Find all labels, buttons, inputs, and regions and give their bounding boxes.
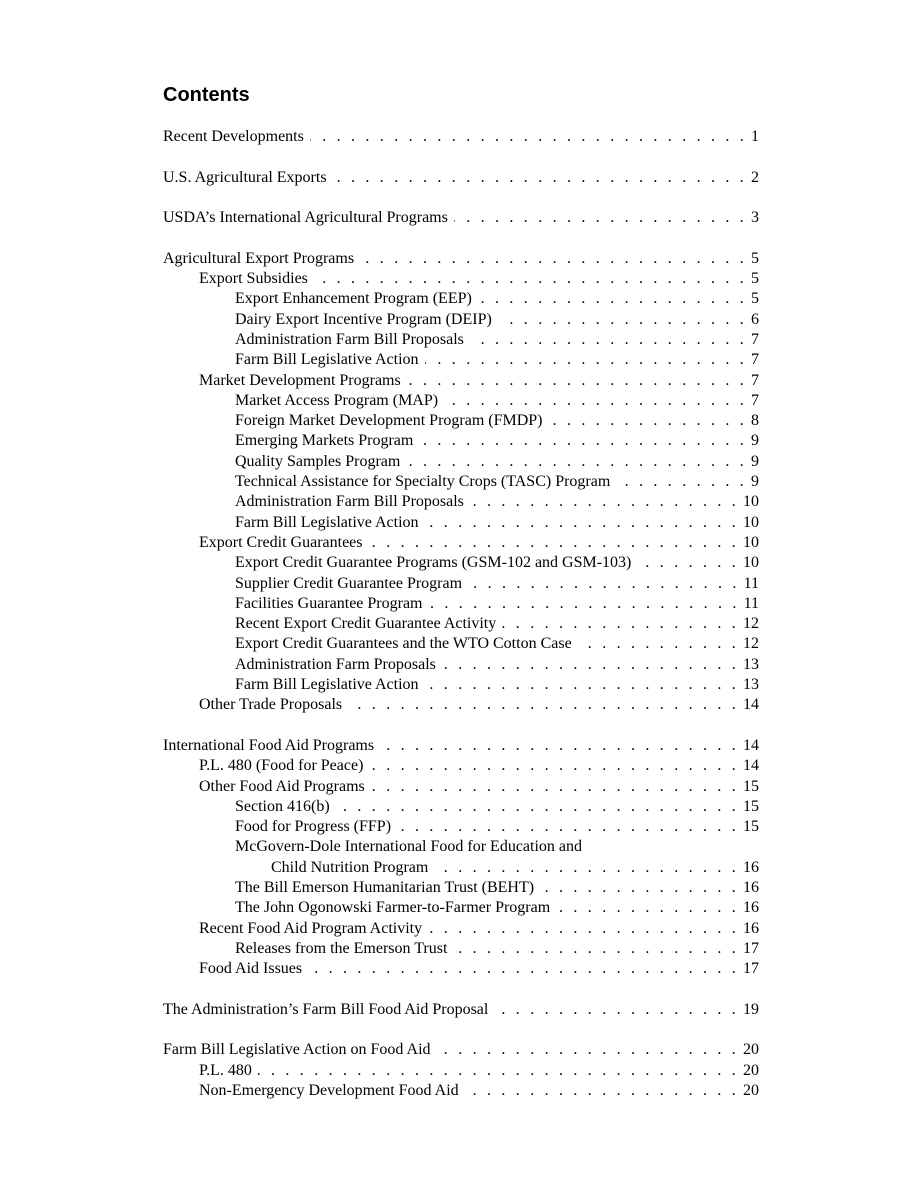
toc-entry[interactable] [163, 736, 759, 756]
toc-entry-title: Farm Bill Legislative Action [235, 351, 419, 369]
toc-entry-page-number: 13 [743, 676, 759, 694]
toc-entry-title: Administration Farm Bill Proposals [235, 493, 464, 511]
toc-leader-dots [371, 777, 739, 797]
toc-entry[interactable] [163, 553, 759, 573]
toc-leader-dots [454, 208, 747, 228]
toc-entry-title: Administration Farm Proposals [235, 655, 436, 673]
toc-leader-dots [556, 898, 739, 918]
toc-leader-dots [308, 959, 739, 979]
toc-entry[interactable] [163, 472, 759, 492]
toc-entry-title: Food for Progress (FFP) [235, 818, 392, 836]
toc-entry-title: Export Enhancement Program (EEP) [235, 290, 472, 308]
toc-entry-title: Non-Emergency Development Food Aid [199, 1081, 459, 1099]
toc-entry-title: Recent Export Credit Guarantee Activity [235, 615, 497, 633]
toc-entry-title: Farm Bill Legislative Action [235, 676, 419, 694]
toc-spacer [163, 1020, 759, 1040]
toc-entry-page-number: 9 [751, 452, 759, 470]
toc-entry-page-number: 20 [743, 1041, 759, 1059]
toc-entry-page-number: 16 [743, 878, 759, 896]
toc-leader-dots [637, 553, 739, 573]
toc-entry-page-number: 19 [743, 1000, 759, 1018]
toc-entry-page-number: 2 [751, 168, 759, 186]
toc-entry-page-number: 5 [751, 249, 759, 267]
toc-entry-title: U.S. Agricultural Exports [163, 168, 327, 186]
toc-entry-title: Foreign Market Development Program (FMDP) [235, 412, 543, 430]
toc-entry-title: Facilities Guarantee Program [235, 594, 423, 612]
toc-entry[interactable] [163, 208, 759, 228]
toc-leader-dots [425, 513, 739, 533]
toc-entry-page-number: 5 [751, 290, 759, 308]
toc-entry[interactable] [163, 695, 759, 715]
toc-spacer [163, 228, 759, 248]
toc-entry-title: Farm Bill Legislative Action on Food Aid [163, 1041, 431, 1059]
toc-entry-page-number: 16 [743, 899, 759, 917]
toc-entry-page-number: 6 [751, 310, 759, 328]
toc-entry-title: P.L. 480 (Food for Peace) [199, 757, 364, 775]
toc-entry-title: International Food Aid Programs [163, 736, 375, 754]
toc-entry-page-number: 10 [743, 533, 759, 551]
toc-leader-dots [540, 878, 739, 898]
toc-entry-page-number: 16 [743, 858, 759, 876]
toc-leader-dots [336, 797, 739, 817]
toc-entry[interactable] [163, 371, 759, 391]
toc-leader-dots [470, 330, 747, 350]
toc-leader-dots [314, 269, 747, 289]
toc-entry[interactable] [163, 837, 759, 857]
toc-entry-page-number: 9 [751, 432, 759, 450]
toc-entry-title: Administration Farm Bill Proposals [235, 330, 464, 348]
toc-entry-page-number: 20 [743, 1061, 759, 1079]
toc-entry-page-number: 17 [743, 960, 759, 978]
toc-entry[interactable] [163, 919, 759, 939]
toc-entry-page-number: 12 [743, 635, 759, 653]
page-title: Contents [163, 84, 250, 106]
toc-spacer [163, 147, 759, 167]
toc-leader-dots [348, 695, 739, 715]
toc-leader-dots [429, 594, 740, 614]
toc-entry-title: Export Credit Guarantee Programs (GSM-102 and GSM-103) [235, 554, 632, 572]
toc-entry-title: The Administration’s Farm Bill Food Aid Proposal [163, 1000, 489, 1018]
toc-entry[interactable] [163, 269, 759, 289]
toc-entry-title: Quality Samples Program [235, 452, 401, 470]
toc-entry[interactable] [163, 249, 759, 269]
toc-entry-page-number: 7 [751, 330, 759, 348]
toc-entry-page-number: 14 [743, 736, 759, 754]
toc-leader-dots [434, 858, 739, 878]
toc-spacer [163, 716, 759, 736]
toc-entry[interactable] [163, 1040, 759, 1060]
toc-entry-page-number: 11 [743, 594, 759, 612]
toc-entry-title: Food Aid Issues [199, 960, 303, 978]
toc-entry-title: Agricultural Export Programs [163, 249, 355, 267]
toc-entry-page-number: 16 [743, 919, 759, 937]
toc-leader-dots [380, 736, 739, 756]
toc-leader-dots [465, 1081, 739, 1101]
toc-entry-page-number: 10 [743, 513, 759, 531]
toc-entry-page-number: 11 [743, 574, 759, 592]
toc-entry-page-number: 17 [743, 939, 759, 957]
toc-entry[interactable] [163, 513, 759, 533]
toc-leader-dots [369, 756, 739, 776]
toc-entry-title: Dairy Export Incentive Program (DEIP) [235, 310, 492, 328]
toc-entry-title: Export Subsidies [199, 270, 308, 288]
toc-entry-title: Technical Assistance for Specialty Crops (TASC) Program [235, 473, 611, 491]
toc-entry-page-number: 7 [751, 351, 759, 369]
toc-entry[interactable] [163, 1061, 759, 1081]
toc-entry-title: The John Ogonowski Farmer-to-Farmer Program [235, 899, 551, 917]
toc-entry-page-number: 15 [743, 797, 759, 815]
toc-entry[interactable] [163, 330, 759, 350]
toc-spacer [163, 979, 759, 999]
toc-entry[interactable] [163, 898, 759, 918]
toc-entry[interactable] [163, 391, 759, 411]
toc-entry-page-number: 3 [751, 209, 759, 227]
toc-leader-dots [437, 1040, 739, 1060]
toc-leader-dots [407, 371, 747, 391]
toc-entry-page-number: 15 [743, 818, 759, 836]
toc-entry[interactable] [163, 533, 759, 553]
toc-leader-dots [369, 533, 740, 553]
toc-entry-page-number: 20 [743, 1081, 759, 1099]
toc-entry-page-number: 13 [743, 655, 759, 673]
toc-entry[interactable] [163, 594, 759, 614]
toc-entry[interactable] [163, 452, 759, 472]
toc-leader-dots [498, 310, 747, 330]
toc-leader-dots [425, 350, 747, 370]
toc-entry-title: Export Credit Guarantees and the WTO Cotton Case [235, 635, 572, 653]
toc-entry[interactable] [163, 574, 759, 594]
toc-entry[interactable] [163, 492, 759, 512]
toc-entry-title: Releases from the Emerson Trust [235, 939, 448, 957]
toc-entry-title: Market Access Program (MAP) [235, 391, 439, 409]
toc-entry[interactable] [163, 431, 759, 451]
toc-spacer [163, 188, 759, 208]
toc-entry-page-number: 12 [743, 615, 759, 633]
toc-entry[interactable] [163, 289, 759, 309]
toc-leader-dots [468, 574, 740, 594]
toc-entry[interactable] [163, 1081, 759, 1101]
table-of-contents [163, 127, 759, 1101]
toc-leader-dots [616, 472, 747, 492]
toc-entry-page-number: 8 [751, 412, 759, 430]
toc-entry[interactable] [163, 634, 759, 654]
toc-leader-dots [428, 919, 739, 939]
toc-leader-dots [444, 391, 747, 411]
toc-entry[interactable] [163, 127, 759, 147]
toc-leader-dots [310, 127, 747, 147]
toc-entry[interactable] [163, 310, 759, 330]
toc-entry[interactable] [163, 797, 759, 817]
toc-entry-page-number: 14 [743, 696, 759, 714]
toc-entry-page-number: 14 [743, 757, 759, 775]
toc-entry-page-number: 7 [751, 391, 759, 409]
toc-leader-dots [549, 411, 747, 431]
toc-entry[interactable] [163, 350, 759, 370]
toc-leader-dots [453, 939, 739, 959]
toc-entry-title: Child Nutrition Program [271, 858, 429, 876]
toc-leader-dots [258, 1061, 739, 1081]
toc-entry-title: The Bill Emerson Humanitarian Trust (BEHT) [235, 878, 535, 896]
toc-entry[interactable] [163, 614, 759, 634]
toc-entry[interactable] [163, 939, 759, 959]
toc-entry-page-number: 10 [743, 493, 759, 511]
toc-entry[interactable] [163, 756, 759, 776]
toc-entry-page-number: 9 [751, 473, 759, 491]
toc-leader-dots [478, 289, 747, 309]
toc-entry-title: McGovern-Dole International Food for Education and [235, 838, 583, 856]
toc-entry-page-number: 5 [751, 270, 759, 288]
toc-leader-dots [360, 249, 747, 269]
toc-entry-title: Other Food Aid Programs [199, 777, 365, 795]
toc-entry-title: Section 416(b) [235, 797, 330, 815]
toc-entry-page-number: 7 [751, 371, 759, 389]
toc-entry[interactable] [163, 817, 759, 837]
toc-entry-title: Other Trade Proposals [199, 696, 343, 714]
toc-leader-dots [419, 431, 747, 451]
toc-leader-dots [502, 614, 739, 634]
toc-leader-dots [470, 492, 739, 512]
toc-entry[interactable] [163, 675, 759, 695]
toc-entry[interactable] [163, 411, 759, 431]
toc-entry-title: Export Credit Guarantees [199, 533, 363, 551]
toc-entry[interactable] [163, 959, 759, 979]
toc-entry-title: Recent Food Aid Program Activity [199, 919, 423, 937]
toc-entry[interactable] [163, 1000, 759, 1020]
toc-entry-page-number: 15 [743, 777, 759, 795]
toc-entry-title: Recent Developments [163, 128, 304, 145]
toc-leader-dots [494, 1000, 739, 1020]
toc-entry[interactable] [163, 655, 759, 675]
toc-entry-title: Supplier Credit Guarantee Program [235, 574, 463, 592]
toc-entry-title: USDA’s International Agricultural Programs [163, 209, 448, 227]
toc-entry-title: Emerging Markets Program [235, 432, 414, 450]
toc-leader-dots [406, 452, 747, 472]
toc-leader-dots [425, 675, 739, 695]
toc-entry[interactable] [163, 878, 759, 898]
toc-entry[interactable] [163, 777, 759, 797]
toc-entry-title: Farm Bill Legislative Action [235, 513, 419, 531]
toc-entry[interactable] [163, 168, 759, 188]
toc-leader-dots [578, 634, 739, 654]
toc-leader-dots [397, 817, 739, 837]
toc-entry-title: P.L. 480 [199, 1061, 252, 1079]
toc-entry[interactable] [163, 858, 759, 878]
toc-leader-dots [442, 655, 739, 675]
toc-entry-page-number: 1 [751, 128, 759, 145]
toc-leader-dots [333, 168, 747, 188]
toc-entry-page-number: 10 [743, 554, 759, 572]
toc-entry-title: Market Development Programs [199, 371, 401, 389]
